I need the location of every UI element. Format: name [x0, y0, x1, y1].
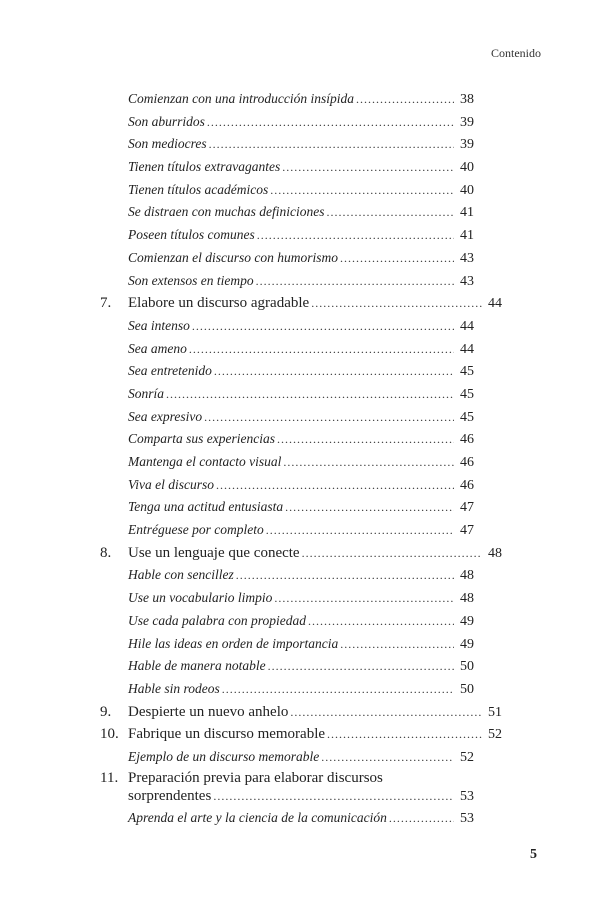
toc-page-number: 43 — [460, 273, 474, 289]
toc-page-number: 47 — [460, 500, 474, 516]
toc-chapter-entry — [100, 723, 502, 746]
toc-page-number: 53 — [460, 810, 474, 826]
toc-chapter-entry — [100, 769, 474, 807]
toc-page-number: 39 — [460, 114, 474, 130]
dot-leader — [283, 451, 454, 474]
dot-leader — [207, 111, 454, 134]
dot-leader — [327, 723, 482, 746]
toc-subentry — [100, 678, 474, 701]
toc-entry-title: Son mediocres — [128, 136, 207, 152]
toc-subentry — [100, 88, 474, 111]
toc-subentry — [100, 564, 474, 587]
toc-entry-title: Hable de manera notable — [128, 658, 266, 674]
dot-leader — [290, 701, 482, 724]
dot-leader — [266, 519, 454, 542]
toc-page-number: 46 — [460, 455, 474, 470]
toc-subentry — [100, 451, 474, 474]
toc-entry-title: Ejemplo de un discurso memorable — [128, 748, 320, 764]
toc-page-number: 49 — [460, 613, 474, 629]
toc-subentry — [100, 633, 474, 656]
toc-subentry — [100, 746, 474, 769]
table-of-contents — [100, 88, 502, 829]
toc-page-number: 41 — [460, 228, 474, 244]
toc-entry-title-continued: sorprendentes — [128, 787, 212, 804]
chapter-number: 10. — [100, 726, 119, 743]
toc-page-number: 46 — [460, 432, 474, 448]
toc-page-number: 41 — [460, 205, 474, 221]
toc-page-number: 47 — [460, 523, 474, 539]
toc-entry-title: Use un lenguaje que conecte — [128, 544, 300, 561]
toc-page-number: 44 — [460, 318, 474, 334]
toc-page-number: 52 — [460, 749, 474, 765]
toc-page-number: 48 — [460, 568, 474, 584]
toc-chapter-entry — [100, 292, 502, 315]
toc-subentry — [100, 807, 474, 830]
toc-page-number: 50 — [460, 681, 474, 697]
toc-entry-title: Fabrique un discurso memorable — [128, 726, 326, 743]
toc-entry-title: Sea ameno — [128, 340, 187, 356]
toc-page-number: 40 — [460, 160, 474, 176]
toc-page-number: 39 — [460, 137, 474, 153]
toc-entry-title: Mantenga el contacto visual — [128, 454, 282, 469]
dot-leader — [257, 224, 454, 247]
toc-entry-title: Sea intenso — [128, 317, 190, 333]
dot-leader — [308, 610, 454, 633]
toc-entry-title: Tienen títulos extravagantes — [128, 159, 281, 175]
toc-entry-title: Son aburridos — [128, 113, 205, 129]
toc-page-number: 45 — [460, 386, 474, 402]
toc-subentry — [100, 338, 474, 361]
dot-leader — [340, 247, 454, 270]
toc-subentry — [100, 360, 474, 383]
toc-subentry — [100, 270, 474, 293]
toc-subentry — [100, 587, 474, 610]
toc-page-number: 43 — [460, 250, 474, 266]
toc-entry-title: Tienen títulos académicos — [128, 181, 269, 197]
running-header: Contenido — [491, 46, 541, 60]
dot-leader — [311, 292, 482, 315]
toc-entry-title: Comienzan con una introducción insípida — [128, 91, 354, 106]
dot-leader — [192, 315, 454, 338]
toc-page-number: 52 — [488, 727, 502, 743]
toc-page-number: 38 — [460, 92, 474, 107]
chapter-number: 11. — [100, 769, 119, 786]
toc-subentry — [100, 133, 474, 156]
toc-entry-title: Elabore un discurso agradable — [128, 295, 310, 312]
toc-page-number: 45 — [460, 409, 474, 425]
dot-leader — [166, 383, 454, 406]
toc-entry-title: Viva el discurso — [128, 476, 214, 492]
toc-entry-title: Comienzan el discurso con humorismo — [128, 249, 338, 265]
dot-leader — [209, 133, 454, 156]
toc-entry-title: Hable con sencillez — [128, 567, 234, 583]
toc-entry-title: Sonría — [128, 385, 165, 401]
toc-subentry — [100, 406, 474, 429]
toc-page-number: 50 — [460, 659, 474, 675]
toc-page-number: 46 — [460, 477, 474, 493]
dot-leader — [326, 201, 454, 224]
toc-entry-title: Use cada palabra con propiedad — [128, 612, 306, 628]
toc-entry-title: Preparación previa para elaborar discursos — [128, 769, 383, 786]
toc-subentry — [100, 610, 474, 633]
toc-page-number: 51 — [488, 704, 502, 720]
toc-entry-title: Entréguese por completo — [128, 522, 264, 538]
toc-subentry — [100, 201, 474, 224]
dot-leader — [268, 655, 454, 678]
dot-leader — [213, 787, 454, 805]
toc-entry-title: Tenga una actitud entusiasta — [128, 499, 284, 515]
dot-leader — [340, 633, 454, 656]
toc-entry-title: Hable sin rodeos — [128, 680, 220, 696]
toc-subentry — [100, 474, 474, 497]
page-number: 5 — [530, 847, 537, 862]
toc-entry-title: Despierte un nuevo anhelo — [128, 703, 289, 720]
toc-page-number: 45 — [460, 364, 474, 380]
toc-page-number: 44 — [488, 296, 502, 312]
dot-leader — [270, 179, 454, 202]
dot-leader — [321, 746, 454, 769]
toc-page-number: 40 — [460, 182, 474, 198]
dot-leader — [216, 474, 454, 497]
toc-chapter-entry — [100, 542, 502, 565]
toc-page-number: 48 — [488, 545, 502, 561]
dot-leader — [274, 587, 454, 610]
toc-page-number: 44 — [460, 341, 474, 357]
toc-subentry — [100, 496, 474, 519]
dot-leader — [277, 428, 454, 451]
chapter-number: 7. — [100, 295, 112, 312]
dot-leader — [282, 156, 454, 179]
toc-subentry — [100, 156, 474, 179]
dot-leader — [214, 360, 454, 383]
toc-entry-title: Sea entretenido — [128, 363, 212, 379]
chapter-number: 8. — [100, 544, 112, 561]
toc-entry-title: Aprenda el arte y la ciencia de la comunicación — [128, 809, 387, 825]
toc-subentry — [100, 247, 474, 270]
toc-entry-title: Se distraen con muchas definiciones — [128, 204, 325, 220]
chapter-number: 9. — [100, 703, 112, 720]
toc-subentry — [100, 428, 474, 451]
toc-entry-title: Comparta sus experiencias — [128, 431, 275, 447]
toc-entry-title: Sea expresivo — [128, 408, 203, 424]
toc-subentry — [100, 383, 474, 406]
toc-subentry — [100, 315, 474, 338]
dot-leader — [189, 338, 454, 361]
dot-leader — [302, 542, 482, 565]
toc-page-number: 53 — [460, 788, 474, 804]
toc-page-number: 49 — [460, 636, 474, 652]
toc-chapter-entry — [100, 701, 502, 724]
dot-leader — [389, 807, 454, 830]
toc-subentry — [100, 519, 474, 542]
dot-leader — [236, 564, 454, 587]
toc-entry-title: Poseen títulos comunes — [128, 227, 255, 243]
toc-subentry — [100, 111, 474, 134]
dot-leader — [356, 88, 454, 111]
toc-entry-title: Hile las ideas en orden de importancia — [128, 635, 339, 651]
toc-entry-title: Use un vocabulario limpio — [128, 590, 273, 606]
toc-page-number: 48 — [460, 591, 474, 607]
toc-subentry — [100, 224, 474, 247]
toc-entry-title: Son extensos en tiempo — [128, 272, 254, 288]
dot-leader — [285, 496, 454, 519]
toc-subentry — [100, 179, 474, 202]
toc-subentry — [100, 655, 474, 678]
dot-leader — [256, 270, 454, 293]
dot-leader — [222, 678, 454, 701]
dot-leader — [204, 406, 454, 429]
